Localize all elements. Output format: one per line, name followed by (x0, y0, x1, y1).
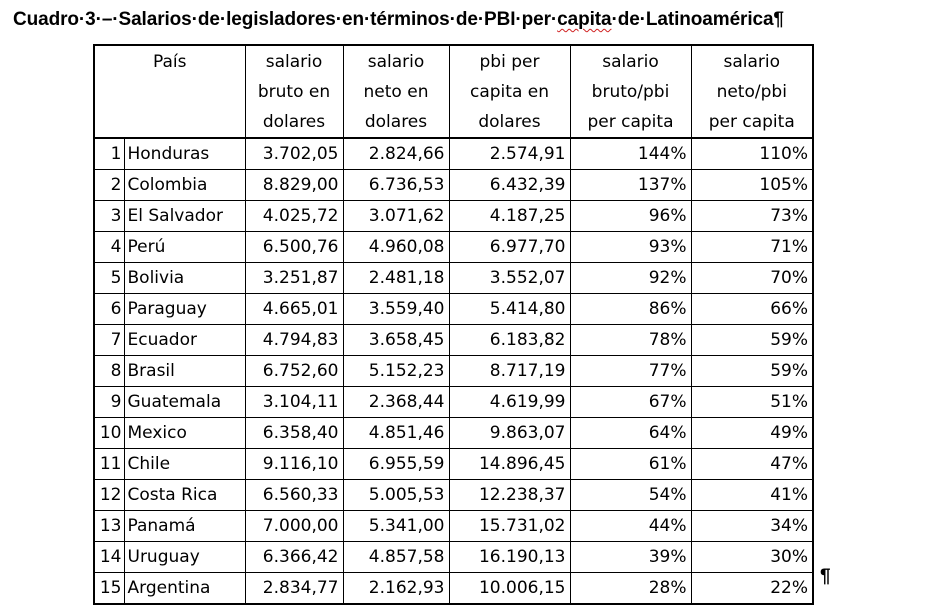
pbi-cell: 12.238,37 (449, 480, 570, 511)
neto-pbi-cell: 71% (691, 232, 813, 263)
table-row (94, 449, 813, 480)
pbi-cell: 3.552,07 (449, 263, 570, 294)
pbi-cell: 9.863,07 (449, 418, 570, 449)
rank-cell: 1 (94, 138, 124, 170)
country-cell: Ecuador (124, 325, 245, 356)
header-salario-bruto (245, 45, 343, 138)
neto-pbi-cell: 49% (691, 418, 813, 449)
bruto-pbi-cell: 93% (570, 232, 691, 263)
salario-neto-cell: 2.368,44 (343, 387, 449, 418)
rank-cell: 6 (94, 294, 124, 325)
neto-pbi-cell: 51% (691, 387, 813, 418)
bruto-pbi-cell: 96% (570, 201, 691, 232)
country-cell: Paraguay (124, 294, 245, 325)
pbi-cell: 4.187,25 (449, 201, 570, 232)
table-row (94, 480, 813, 511)
pbi-cell: 5.414,80 (449, 294, 570, 325)
header-salario-neto (343, 45, 449, 138)
bruto-pbi-cell: 92% (570, 263, 691, 294)
salario-bruto-cell: 6.366,42 (245, 542, 343, 573)
salario-neto-cell: 6.955,59 (343, 449, 449, 480)
table-row (94, 201, 813, 232)
neto-pbi-cell: 47% (691, 449, 813, 480)
country-cell: Costa Rica (124, 480, 245, 511)
header-row (94, 45, 813, 138)
header-line: salario (723, 52, 781, 72)
header-neto-pbi (691, 45, 813, 138)
table-row (94, 325, 813, 356)
header-line: dolares (478, 112, 541, 132)
neto-pbi-cell: 30% (691, 542, 813, 573)
header-line: dolares (364, 112, 428, 132)
salario-bruto-cell: 6.560,33 (245, 480, 343, 511)
salario-neto-cell: 2.481,18 (343, 263, 449, 294)
salario-bruto-cell: 6.500,76 (245, 232, 343, 263)
pbi-cell: 8.717,19 (449, 356, 570, 387)
document-title (13, 6, 923, 34)
rank-cell: 9 (94, 387, 124, 418)
bruto-pbi-cell: 78% (570, 325, 691, 356)
salario-neto-cell: 2.824,66 (343, 138, 449, 170)
country-cell: Panamá (124, 511, 245, 542)
salario-bruto-cell: 6.752,60 (245, 356, 343, 387)
rank-cell: 4 (94, 232, 124, 263)
salario-bruto-cell: 6.358,40 (245, 418, 343, 449)
salario-bruto-cell: 2.834,77 (245, 573, 343, 605)
country-cell: Brasil (124, 356, 245, 387)
table-row (94, 138, 813, 170)
country-cell: Honduras (124, 138, 245, 170)
pbi-cell: 6.977,70 (449, 232, 570, 263)
bruto-pbi-cell: 44% (570, 511, 691, 542)
header-line: neto/pbi (716, 82, 787, 102)
rank-cell: 8 (94, 356, 124, 387)
title-prefix: Cuadro·3·–·Salarios·de·legisladores·en·términos·de·PBI·per· (13, 9, 558, 30)
table-row (94, 170, 813, 201)
country-cell: Colombia (124, 170, 245, 201)
rank-cell: 2 (94, 170, 124, 201)
header-line: salario (265, 52, 323, 72)
header-bruto-pbi (570, 45, 691, 138)
salario-bruto-cell: 3.104,11 (245, 387, 343, 418)
title-suffix: ·de·Latinoamérica¶ (611, 9, 784, 30)
salario-bruto-cell: 4.794,83 (245, 325, 343, 356)
table-row (94, 387, 813, 418)
salario-bruto-cell: 4.665,01 (245, 294, 343, 325)
rank-cell: 7 (94, 325, 124, 356)
salario-bruto-cell: 8.829,00 (245, 170, 343, 201)
pbi-cell: 4.619,99 (449, 387, 570, 418)
table-row (94, 573, 813, 605)
salario-bruto-cell: 4.025,72 (245, 201, 343, 232)
paragraph-mark: ¶ (820, 566, 831, 587)
country-cell: Perú (124, 232, 245, 263)
salario-neto-cell: 3.559,40 (343, 294, 449, 325)
salario-bruto-cell: 9.116,10 (245, 449, 343, 480)
neto-pbi-cell: 59% (691, 356, 813, 387)
neto-pbi-cell: 70% (691, 263, 813, 294)
pbi-cell: 14.896,45 (449, 449, 570, 480)
pbi-cell: 2.574,91 (449, 138, 570, 170)
header-line: bruto/pbi (591, 82, 670, 102)
table-row (94, 511, 813, 542)
country-cell: Bolivia (124, 263, 245, 294)
country-cell: Chile (124, 449, 245, 480)
bruto-pbi-cell: 28% (570, 573, 691, 605)
bruto-pbi-cell: 64% (570, 418, 691, 449)
neto-pbi-cell: 34% (691, 511, 813, 542)
country-cell: Mexico (124, 418, 245, 449)
salario-bruto-cell: 3.251,87 (245, 263, 343, 294)
neto-pbi-cell: 22% (691, 573, 813, 605)
salario-neto-cell: 5.152,23 (343, 356, 449, 387)
salario-neto-cell: 5.341,00 (343, 511, 449, 542)
salario-neto-cell: 4.851,46 (343, 418, 449, 449)
table-row (94, 418, 813, 449)
header-line: bruto en (257, 82, 331, 102)
header-line: neto en (363, 82, 429, 102)
table-row (94, 356, 813, 387)
salario-neto-cell: 3.071,62 (343, 201, 449, 232)
bruto-pbi-cell: 54% (570, 480, 691, 511)
bruto-pbi-cell: 39% (570, 542, 691, 573)
pbi-cell: 16.190,13 (449, 542, 570, 573)
bruto-pbi-cell: 137% (570, 170, 691, 201)
bruto-pbi-cell: 67% (570, 387, 691, 418)
header-line: per capita (708, 112, 795, 132)
table-row (94, 294, 813, 325)
neto-pbi-cell: 73% (691, 201, 813, 232)
rank-cell: 3 (94, 201, 124, 232)
header-line: País (153, 52, 187, 72)
neto-pbi-cell: 110% (691, 138, 813, 170)
rank-cell: 5 (94, 263, 124, 294)
bruto-pbi-cell: 61% (570, 449, 691, 480)
table-row (94, 542, 813, 573)
rank-cell: 13 (94, 511, 124, 542)
salario-neto-cell: 6.736,53 (343, 170, 449, 201)
country-cell: El Salvador (124, 201, 245, 232)
header-pais (94, 45, 245, 138)
table-row (94, 263, 813, 294)
salario-neto-cell: 4.960,08 (343, 232, 449, 263)
pbi-cell: 10.006,15 (449, 573, 570, 605)
salario-neto-cell: 5.005,53 (343, 480, 449, 511)
header-pbi-per-capita (449, 45, 570, 138)
pbi-cell: 6.432,39 (449, 170, 570, 201)
pbi-cell: 6.183,82 (449, 325, 570, 356)
country-cell: Argentina (124, 573, 245, 605)
neto-pbi-cell: 66% (691, 294, 813, 325)
salary-table (93, 44, 814, 605)
rank-cell: 14 (94, 542, 124, 573)
header-line: salario (602, 52, 659, 72)
neto-pbi-cell: 105% (691, 170, 813, 201)
rank-cell: 11 (94, 449, 124, 480)
rank-cell: 15 (94, 573, 124, 605)
salario-neto-cell: 2.162,93 (343, 573, 449, 605)
neto-pbi-cell: 59% (691, 325, 813, 356)
rank-cell: 10 (94, 418, 124, 449)
header-line: dolares (262, 112, 326, 132)
spellcheck-marked-word[interactable]: capita (557, 9, 612, 30)
salario-bruto-cell: 3.702,05 (245, 138, 343, 170)
header-line: capita en (470, 82, 549, 102)
header-line: per capita (587, 112, 674, 132)
bruto-pbi-cell: 86% (570, 294, 691, 325)
salario-neto-cell: 4.857,58 (343, 542, 449, 573)
salario-neto-cell: 3.658,45 (343, 325, 449, 356)
header-line: salario (367, 52, 425, 72)
header-line: pbi per (479, 52, 540, 72)
neto-pbi-cell: 41% (691, 480, 813, 511)
table-row (94, 232, 813, 263)
salario-bruto-cell: 7.000,00 (245, 511, 343, 542)
pbi-cell: 15.731,02 (449, 511, 570, 542)
bruto-pbi-cell: 77% (570, 356, 691, 387)
rank-cell: 12 (94, 480, 124, 511)
bruto-pbi-cell: 144% (570, 138, 691, 170)
country-cell: Guatemala (124, 387, 245, 418)
country-cell: Uruguay (124, 542, 245, 573)
